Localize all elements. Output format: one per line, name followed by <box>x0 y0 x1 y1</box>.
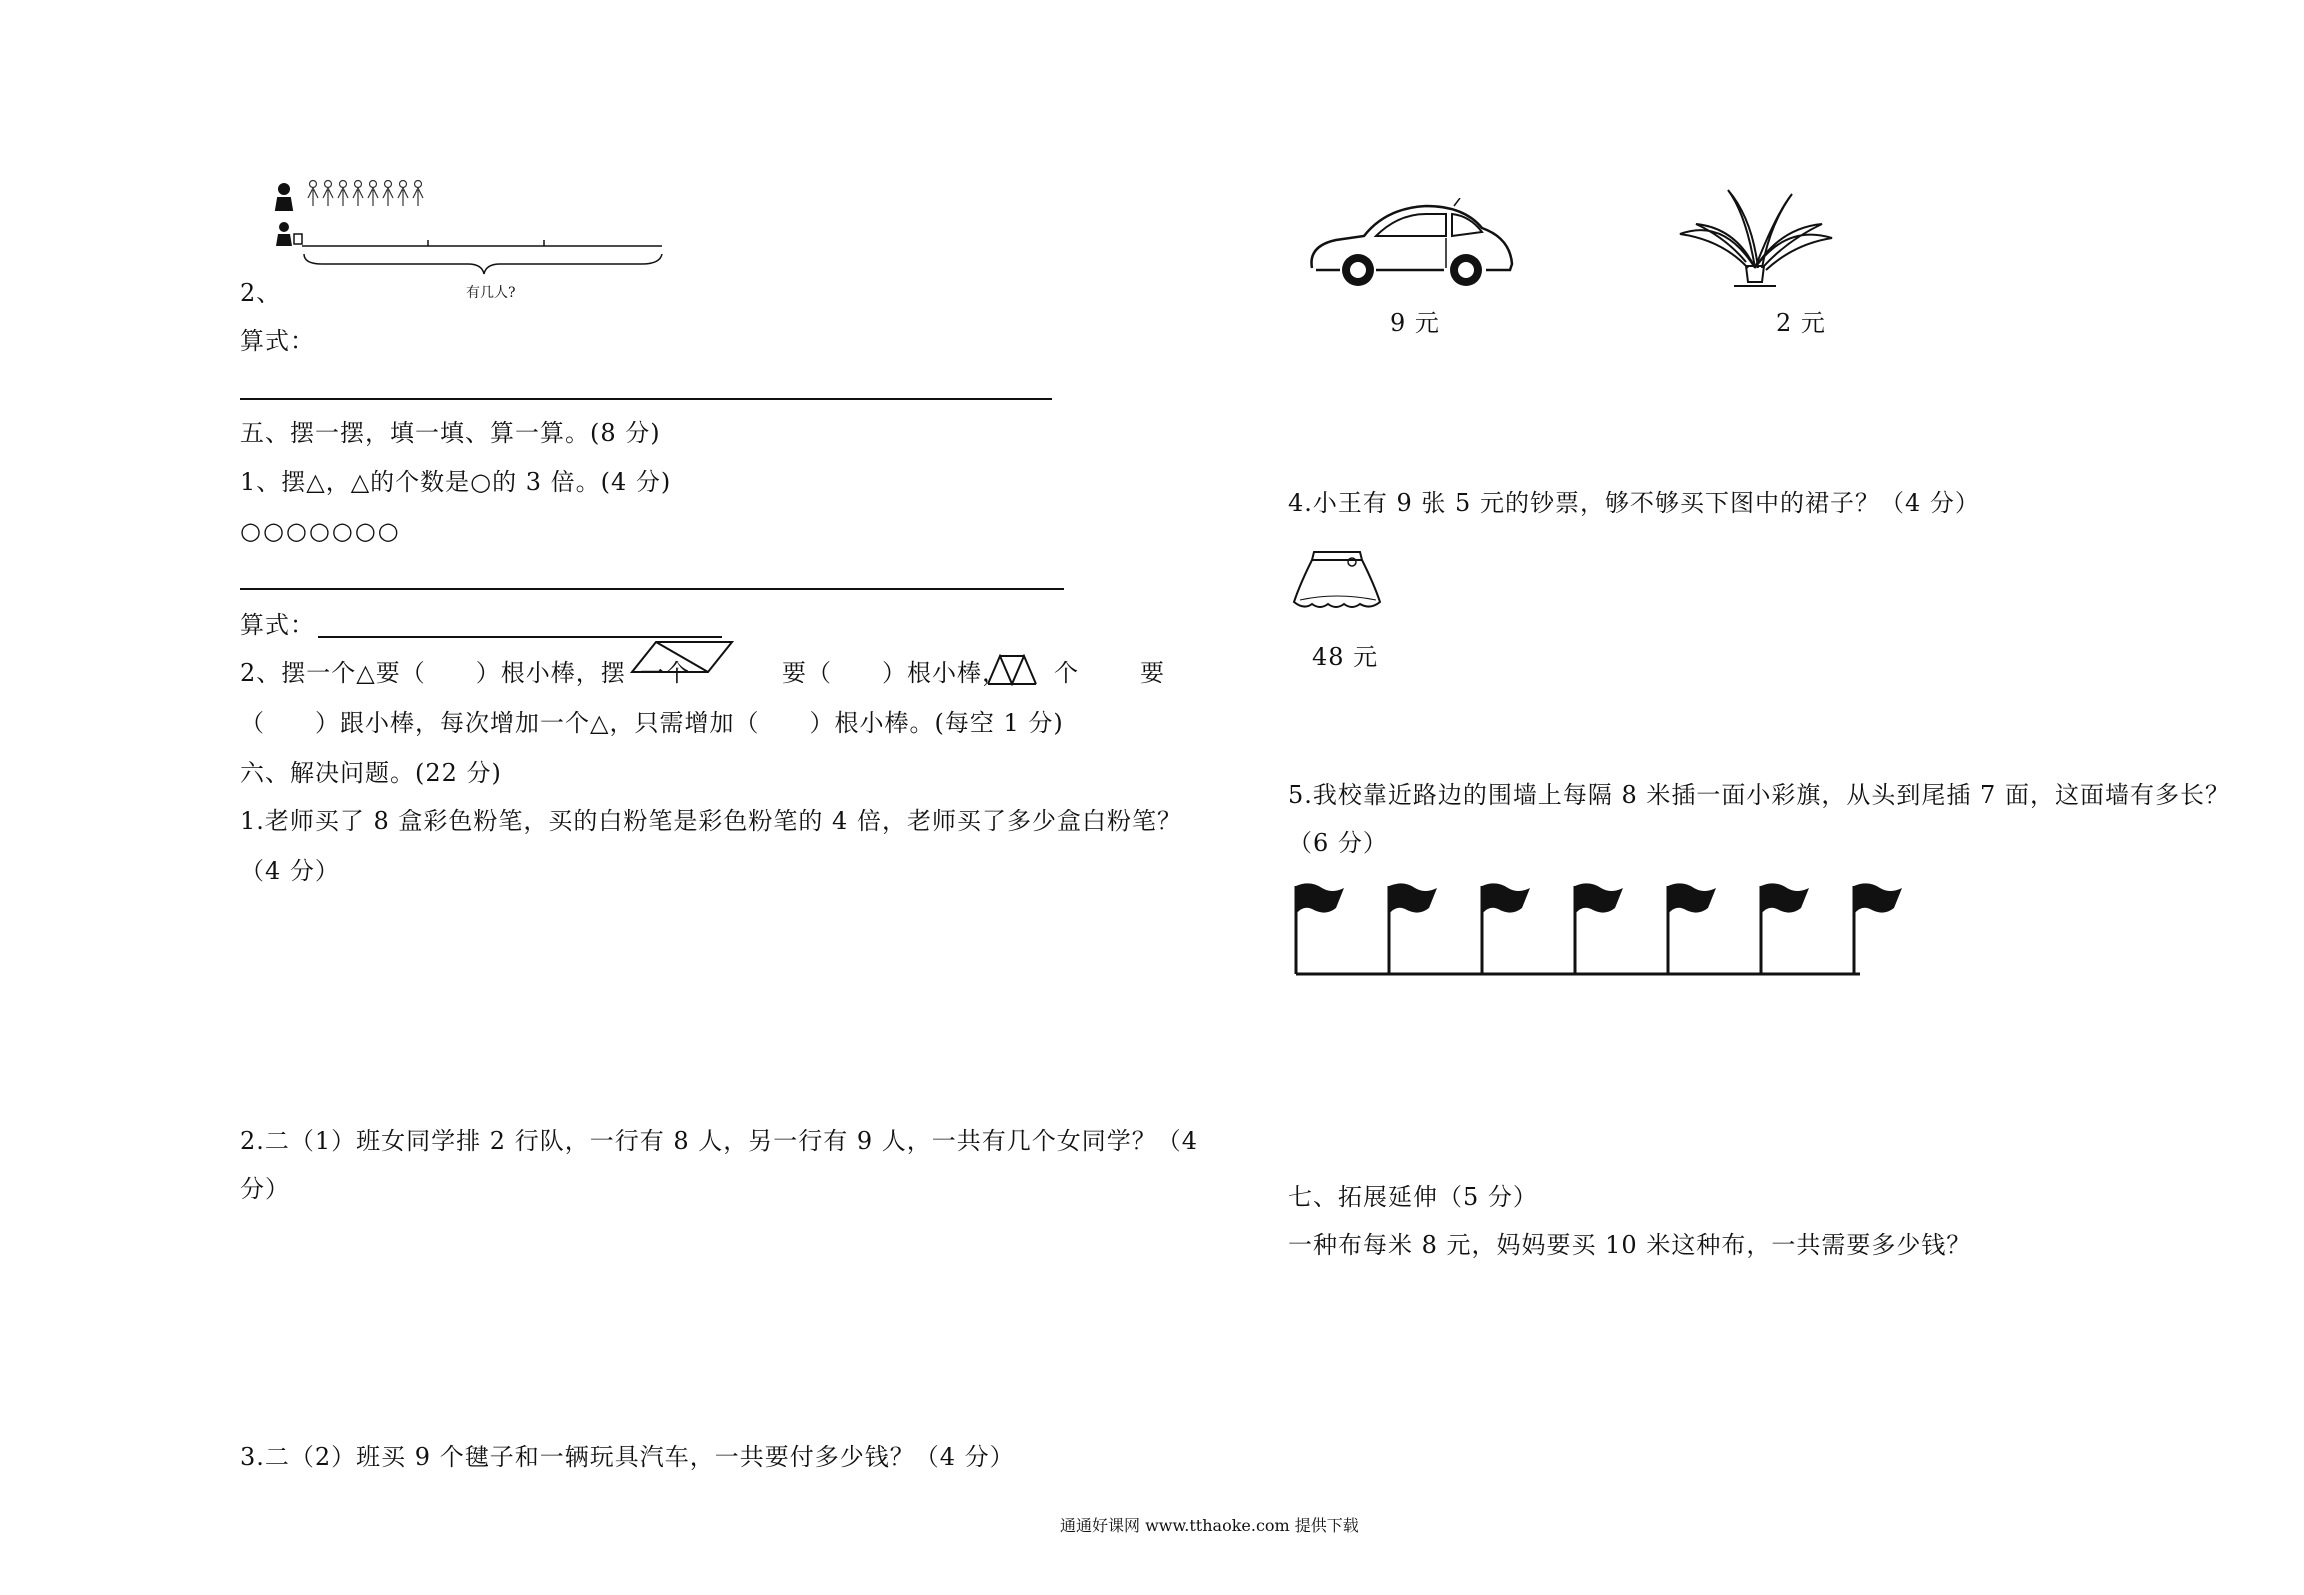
flag-icon <box>1482 883 1530 974</box>
flag-icon <box>1668 883 1716 974</box>
diagram-caption: 有几人? <box>466 285 516 301</box>
section-6-heading: 六、解决问题。(22 分) <box>240 759 502 787</box>
section-6-q2-line2: 分） <box>240 1175 290 1203</box>
question-5-line1: 5.我校靠近路边的围墙上每隔 8 米插一面小彩旗，从头到尾插 7 面，这面墙有多长？ <box>1288 781 2230 809</box>
girl-icon <box>276 184 292 210</box>
person-figure <box>398 181 408 207</box>
flags-wall-diagram <box>1290 880 1912 980</box>
section-6-q1-line1: 1.老师买了 8 盒彩色粉笔，买的白粉笔是彩色粉笔的 4 倍，老师买了多少盒白粉笔？ <box>240 807 1182 835</box>
question-number: 2、 <box>240 279 282 307</box>
formula-label: 算式： <box>240 327 315 355</box>
q2-text-e: 要 <box>1140 659 1165 687</box>
flag-icon <box>1296 883 1344 974</box>
skirt-image <box>1290 548 1384 614</box>
section-7-question: 一种布每米 8 元，妈妈要买 10 米这种布，一共需要多少钱？ <box>1288 1231 1972 1259</box>
q2-text-c: 要（ ）根小棒， <box>782 659 1007 687</box>
section-6-q1-line2: （4 分） <box>240 857 340 885</box>
flag-icon <box>1854 883 1902 974</box>
section-6-q3: 3.二（2）班买 9 个毽子和一辆玩具汽车，一共要付多少钱？（4 分） <box>240 1443 1015 1471</box>
shuttlecock-image <box>1676 188 1834 292</box>
section-5-question-1: 1、摆△，△的个数是○的 3 倍。(4 分) <box>240 468 672 496</box>
person-figure <box>368 181 378 207</box>
skirt-price: 48 元 <box>1312 643 1379 671</box>
person-figure <box>383 181 393 207</box>
person-figure <box>338 181 348 207</box>
question-5-line2: （6 分） <box>1288 829 1388 857</box>
flag-icon <box>1575 883 1623 974</box>
person-figure <box>413 181 423 207</box>
flag-icon <box>1761 883 1809 974</box>
person-figure <box>308 181 318 207</box>
car-price: 9 元 <box>1390 309 1440 337</box>
formula-label-2: 算式： <box>240 611 315 639</box>
shuttlecock-price: 2 元 <box>1776 309 1826 337</box>
q2-text-a: 2、摆一个△要（ ）根小棒，摆 <box>240 659 626 687</box>
person-figure <box>353 181 363 207</box>
page-footer: 通通好课网 www.tthaoke.com 提供下载 <box>1060 1516 1359 1535</box>
toy-car-image <box>1306 198 1516 294</box>
section-6-q2-line1: 2.二（1）班女同学排 2 行队，一行有 8 人，另一行有 9 人，一共有几个女同学？（4 <box>240 1127 1199 1155</box>
question-4: 4.小王有 9 张 5 元的钞票，够不够买下图中的裙子？（4 分） <box>1288 489 1980 517</box>
section-7-heading: 七、拓展延伸（5 分） <box>1288 1183 1538 1211</box>
q2-text-d: 个 <box>1054 659 1079 687</box>
person-figure <box>323 181 333 207</box>
girl-icon-2 <box>276 222 302 246</box>
q2-text-line2: （ ）跟小棒，每次增加一个△，只需增加（ ）根小棒。(每空 1 分) <box>240 709 1064 737</box>
triangles-sticks-icon <box>986 654 1054 686</box>
answer-line <box>240 398 1052 400</box>
flag-icon <box>1389 883 1437 974</box>
q2-text-b: 一个 <box>640 659 690 687</box>
circles-row: ○○○○○○○ <box>240 517 401 545</box>
formula-line <box>318 636 722 638</box>
section-5-heading: 五、摆一摆，填一填、算一算。(8 分) <box>240 419 661 447</box>
answer-line-2 <box>240 588 1064 590</box>
